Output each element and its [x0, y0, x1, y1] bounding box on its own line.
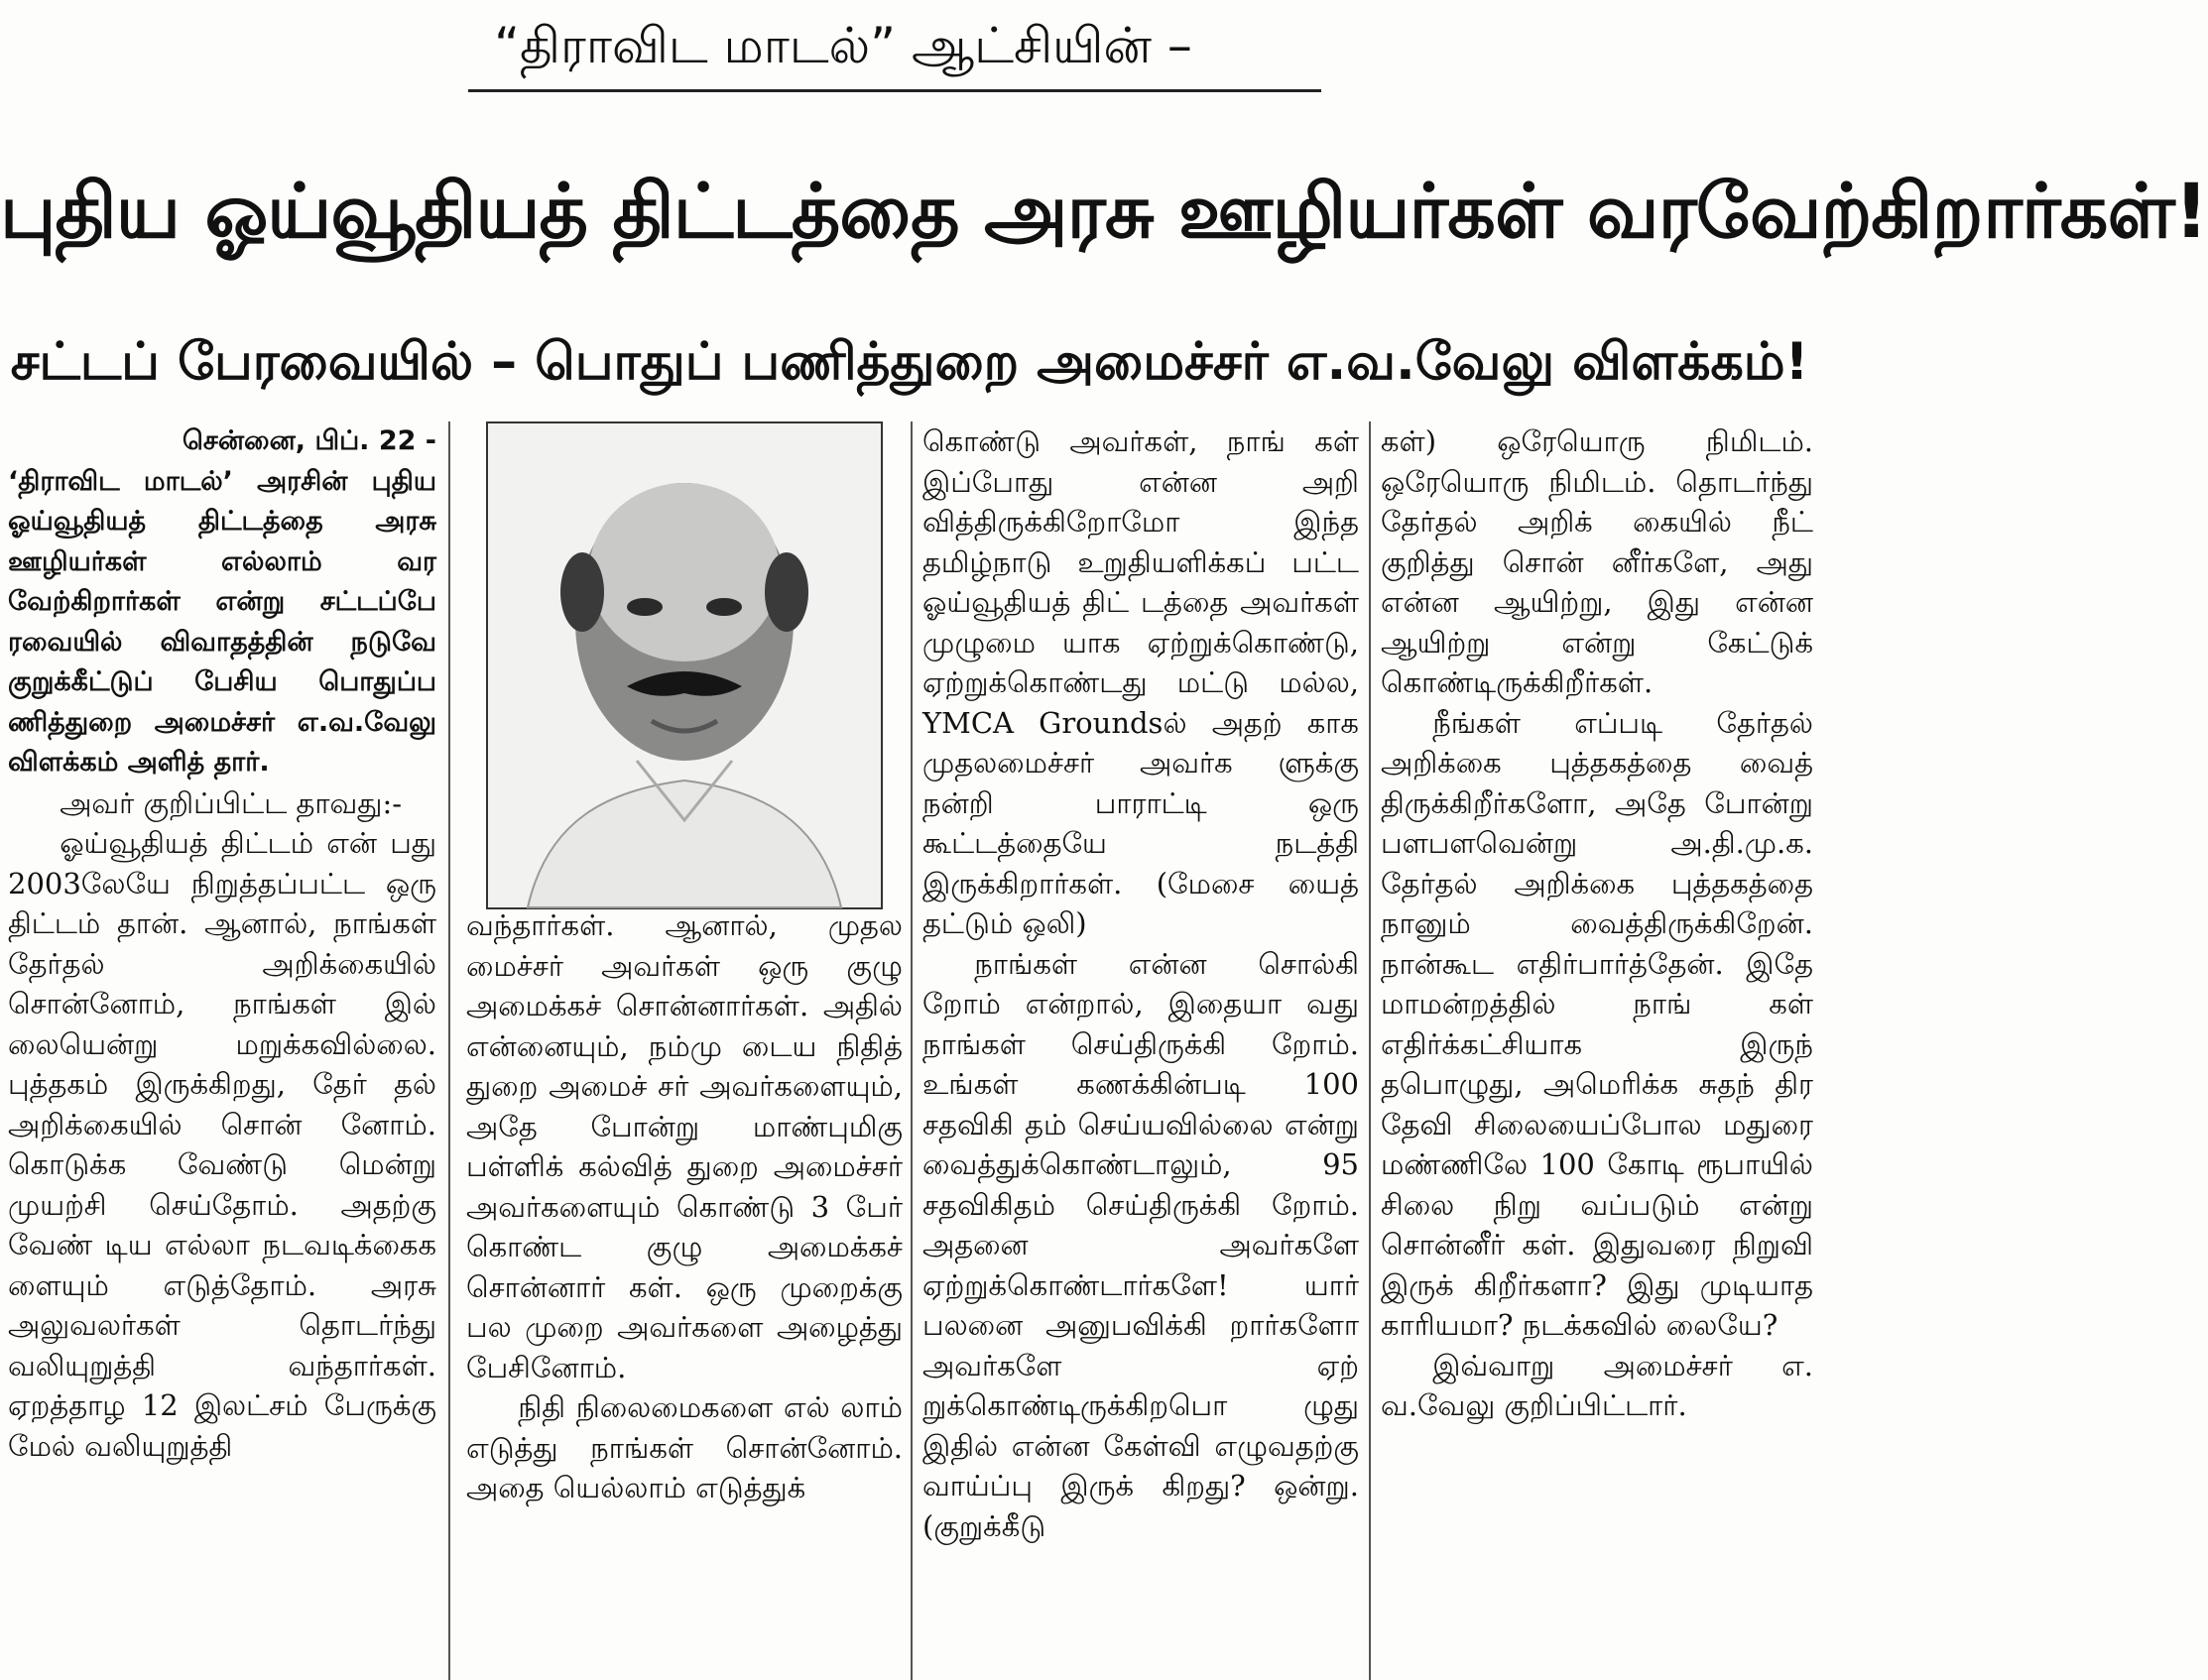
paragraph: வந்தார்கள். ஆனால், முதல மைச்சர் அவர்கள் ஒரு குழு அமைக்கச் சொன்னார்கள். அதில் என்னையும், நம்மு டைய நிதித் துறை அமைச் சர் அவர்களையும், அதே போன்று மாண்புமிகு பள்ளிக் கல்வித் துறை அமைச்சர் அவர்களையும் கொண்டு 3 பேர் கொண்ட குழு அமைக்கச் சொன்னார் கள். ஒரு முறைக்கு பல முறை அவர்களை அழைத்து பேசினோம்.	[466, 908, 903, 1384]
article-column-4	[1381, 421, 1813, 1680]
kicker-heading: “திராவிட மாடல்” ஆட்சியின் –	[494, 17, 1192, 74]
headline: புதிய ஓய்வூதியத் திட்டத்தை அரசு ஊழியர்கள் வரவேற்கிறார்கள்!	[0, 167, 2208, 255]
paragraph: கொண்டு அவர்கள், நாங் கள் இப்போது என்ன அறி வித்திருக்கிறோமோ இந்த தமிழ்நாடு உறுதியளிக்கப் பட்ட ஓய்வூதியத் திட் டத்தை அவர்கள் முழுமை யாக ஏற்றுக்கொண்டு, ஏற்றுக்கொண்டது மட்டு மல்ல, YMCA Groundsல் அதற் காக முதலமைச்சர் அவர்க ளுக்கு நன்றி பாராட்டி ஒரு கூட்டத்தையே நடத்தி இருக்கிறார்கள். (மேசை யைத் தட்டும் ஒலி)	[922, 424, 1359, 940]
portrait-image	[488, 423, 881, 907]
paragraph: நீங்கள் எப்படி தேர்தல் அறிக்கை புத்தகத்தை வைத் திருக்கிறீர்களோ, அதே போன்று பளபளவென்று அ.தி.மு.க. தேர்தல் அறிக்கை புத்தகத்தை நானும் வைத்திருக்கிறேன். நான்கூட எதிர்பார்த்தேன். இதே மாமன்றத்தில் நாங் கள் எதிர்க்கட்சியாக இருந் தபொழுது, அமெரிக்க சுதந் திர தேவி சிலையைப்போல மதுரை மண்ணிலே 100 கோடி ரூபாயில் சிலை நிறு வப்படும் என்று சொன்னீர் கள். இதுவரை நிறுவி இருக் கிறீர்களா? இது முடியாத காரியமா? நடக்கவில் லையே?	[1381, 705, 1813, 1342]
article-column-1	[8, 421, 436, 1680]
kicker-rule	[468, 89, 1321, 92]
subheadline: சட்டப் பேரவையில் – பொதுப் பணித்துறை அமைச்சர் எ.வ.வேலு விளக்கம்!	[10, 332, 1809, 392]
column-divider	[911, 421, 913, 1680]
paragraph: ஓய்வூதியத் திட்டம் என் பது 2003லேயே நிறுத்தப்பட்ட ஒரு திட்டம் தான். ஆனால், நாங்கள் தேர்தல் அறிக்கையில் சொன்னோம், நாங்கள் இல் லையென்று மறுக்கவில்லை. புத்தகம் இருக்கிறது, தேர் தல் அறிக்கையில் சொன் னோம். கொடுக்க வேண்டு மென்று முயற்சி செய்தோம். அதற்கு வேண் டிய எல்லா நடவடிக்கைக ளையும் எடுத்தோம். அரசு அலுவலர்கள் தொடர்ந்து வலியுறுத்தி வந்தார்கள். ஏறத்தாழ 12 இலட்சம் பேருக்கு மேல் வலியுறுத்தி	[8, 826, 436, 1463]
paragraph: அவர் குறிப்பிட்ட தாவது:-	[60, 785, 403, 820]
lead-text: ‘திராவிட மாடல்’ அரசின் புதிய ஓய்வூதியத் திட்டத்தை அரசு ஊழியர்கள் எல்லாம் வர வேற்கிறார்கள் என்று சட்டப்பே ரவையில் விவாதத்தின் நடுவே குறுக்கீட்டுப் பேசிய பொதுப்ப ணித்துறை அமைச்சர் எ.வ.வேலு விளக்கம் அளித் தார்.	[8, 465, 436, 778]
paragraph: இவ்வாறு அமைச்சர் எ. வ.வேலு குறிப்பிட்டார்.	[1381, 1348, 1813, 1422]
article-lead	[8, 421, 436, 783]
article-column-2	[466, 905, 903, 1680]
paragraph: நாங்கள் என்ன சொல்கி றோம் என்றால், இதையா வது நாங்கள் செய்திருக்கி றோம். உங்கள் கணக்கின்படி 100 சதவிகி தம் செய்யவில்லை என்று வைத்துக்கொண்டாலும், 95 சதவிகிதம் செய்திருக்கி றோம். அதனை அவர்களே ஏற்றுக்கொண்டார்களே! யார் பலனை அனுபவிக்கி றார்களோ அவர்களே ஏற் றுக்கொண்டிருக்கிறபொ ழுது இதில் என்ன கேள்வி எழுவதற்கு வாய்ப்பு இருக் கிறது? ஒன்று. (குறுக்கீடு	[922, 946, 1359, 1543]
paragraph: நிதி நிலைமைகளை எல் லாம் எடுத்து நாங்கள் சொன்னோம். அதை யெல்லாம் எடுத்துக்	[466, 1390, 903, 1504]
paragraph: கள்) ஒரேயொரு நிமிடம். ஒரேயொரு நிமிடம். தொடர்ந்து தேர்தல் அறிக் கையில் நீட் குறித்து சொன் னீர்களே, அது என்ன ஆயிற்று, இது என்ன ஆயிற்று என்று கேட்டுக் கொண்டிருக்கிறீர்கள்.	[1381, 424, 1813, 699]
dateline: சென்னை, பிப். 22 -	[182, 425, 436, 456]
column-divider	[448, 421, 450, 1680]
column-divider	[1369, 421, 1371, 1680]
minister-photo	[486, 421, 883, 909]
article-column-3	[922, 421, 1359, 1680]
